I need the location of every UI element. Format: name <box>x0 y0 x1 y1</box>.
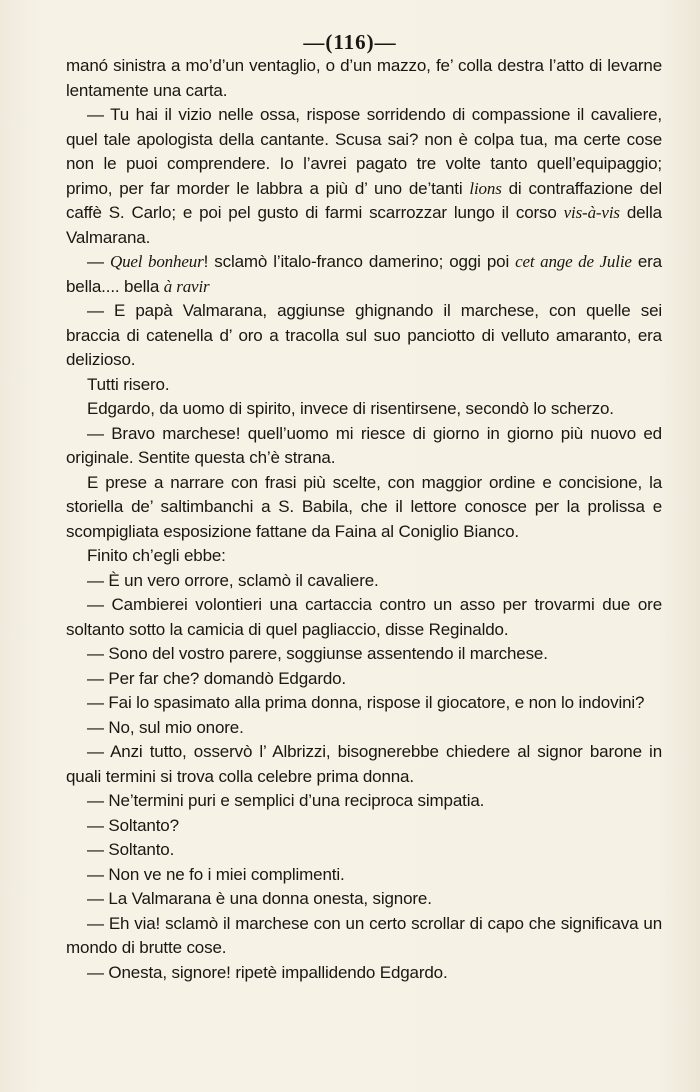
text-run: — Tu hai il vizio nelle ossa, rispose sorridendo di compassione il cavaliere, quel tale apologista della cantante. Scusa sai? non è colpa tua, ma certe cose non le puoi comprendere. Io l’avrei pagato tre volte tanto quell’equipaggio; primo, per far morder le labbra a più d’ uno de’tanti <box>66 105 662 198</box>
paragraph <box>66 912 662 961</box>
text-run: E prese a narrare con frasi più scelte, con maggior ordine e concisione, la storiella de’ saltimbanchi a S. Babila, che il lettore conosce per la prolissa e scompigliata esposizione fattane da Faina al Coniglio Bianco. <box>66 472 662 541</box>
text-run: — Eh via! sclamò il marchese con un certo scrollar di capo che significava un mondo di brutte cose. <box>66 913 662 957</box>
paragraph <box>66 814 662 839</box>
text-run: — No, sul mio onore. <box>87 717 244 737</box>
paragraph <box>66 961 662 986</box>
paragraph <box>66 422 662 471</box>
paragraph <box>66 716 662 741</box>
paragraph <box>66 838 662 863</box>
italic-phrase: Quel bonheur <box>109 252 204 271</box>
italic-phrase: lions <box>469 178 502 198</box>
paragraph <box>66 299 662 373</box>
text-run: — Anzi tutto, osservò l’ Albrizzi, bisognerebbe chiedere al signor barone in quali termini si trova colla celebre prima donna. <box>66 742 662 786</box>
text-run: — Non ve ne fo i miei complimenti. <box>87 864 345 884</box>
page-body-text <box>66 54 662 985</box>
text-run: — Soltanto? <box>87 815 179 835</box>
text-run: Edgardo, da uomo di spirito, invece di risentirsene, secondò lo scherzo. <box>87 399 614 418</box>
text-run: — Soltanto. <box>87 840 175 859</box>
paragraph <box>66 54 662 103</box>
text-run: manó sinistra a mo’d’un ventaglio, o d’un mazzo, fe’ colla destra l’atto di levarne lentamente una carta. <box>66 56 662 100</box>
paragraph <box>66 471 662 545</box>
italic-phrase: vis-à-vis <box>563 203 620 222</box>
text-run: ! sclamò l’italo-franco damerino; oggi poi <box>203 252 516 271</box>
text-run: Tutti risero. <box>87 374 170 394</box>
text-run: — Onesta, signore! ripetè impallidendo Edgardo. <box>87 962 448 982</box>
paragraph <box>66 863 662 888</box>
paragraph <box>66 740 662 789</box>
paragraph <box>66 569 662 594</box>
text-run: — Fai lo spasimato alla prima donna, rispose il giocatore, e non lo indovini? <box>87 693 645 712</box>
text-run: era bella.... bella <box>66 252 662 296</box>
text-run: — <box>87 252 110 271</box>
paragraph <box>66 250 662 299</box>
paragraph <box>66 373 662 398</box>
text-run: — Bravo marchese! quell’uomo mi riesce di giorno in giorno più nuovo ed originale. Sentite questa ch’è strana. <box>66 423 662 467</box>
italic-phrase: cet ange de Julie <box>515 252 632 271</box>
paragraph <box>66 593 662 642</box>
text-run: — Ne’termini puri e semplici d’una reciproca simpatia. <box>87 791 485 810</box>
text-run: — Sono del vostro parere, soggiunse assentendo il marchese. <box>87 644 548 663</box>
paragraph <box>66 789 662 814</box>
text-run: di contraffazione del caffè S. Carlo; e poi pel gusto di farmi scarrozzar lungo il corso <box>66 178 662 222</box>
text-run: Finito ch’egli ebbe: <box>87 546 226 565</box>
text-run: — E papà Valmarana, aggiunse ghignando il marchese, con quelle sei braccia di catenella d’ oro a tracolla sul suo panciotto di velluto amaranto, era delizioso. <box>66 301 662 369</box>
paragraph <box>66 544 662 569</box>
paragraph <box>66 397 662 422</box>
text-run: — Per far che? domandò Edgardo. <box>87 668 347 688</box>
italic-phrase: à ravir <box>163 276 210 296</box>
text-run: — La Valmarana è una donna onesta, signore. <box>87 889 432 908</box>
text-run: della Valmarana. <box>66 203 662 247</box>
text-run: — Cambierei volontieri una cartaccia contro un asso per trovarmi due ore soltanto sotto la camicia di quel pagliaccio, disse Reginaldo. <box>66 595 662 639</box>
page-number: —(116)— <box>303 30 397 54</box>
paragraph <box>66 103 662 250</box>
paragraph <box>66 642 662 667</box>
paragraph <box>66 691 662 716</box>
paragraph <box>66 667 662 692</box>
text-run: — È un vero orrore, sclamò il cavaliere. <box>87 570 379 590</box>
paragraph <box>66 887 662 912</box>
